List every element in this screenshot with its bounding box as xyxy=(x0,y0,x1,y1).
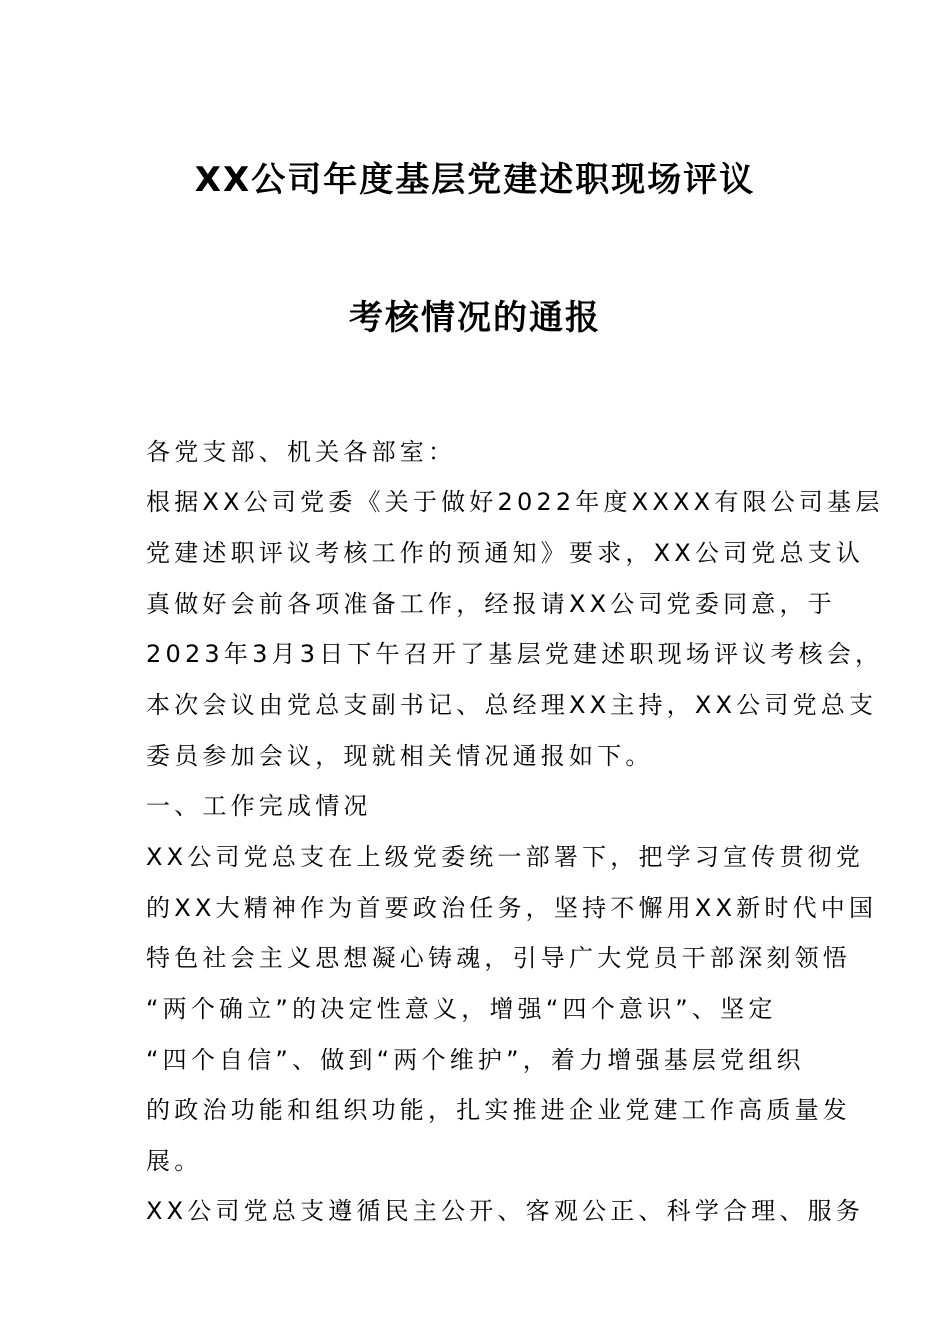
body-line: “四个自信”、做到“两个维护”，着力增强基层党组织 xyxy=(146,1046,805,1074)
body-line: 的XX大精神作为首要政治任务，坚持不懈用XX新时代中国 xyxy=(146,894,878,922)
body-line: 的政治功能和组织功能，扎实推进企业党建工作高质量发 xyxy=(146,1096,851,1124)
body-line: 根据XX公司党委《关于做好2022年度XXXX有限公司基层 xyxy=(146,488,884,516)
document-title-line-2: 考核情况的通报 xyxy=(349,298,601,338)
body-line: 党建述职评议考核工作的预通知》要求，XX公司党总支认 xyxy=(146,539,865,567)
salutation: 各党支部、机关各部室： xyxy=(146,438,457,466)
body-line: 特色社会主义思想凝心铸魂，引导广大党员干部深刻领悟 xyxy=(146,944,851,972)
document-title-line-1: XX公司年度基层党建述职现场评议 xyxy=(194,160,756,200)
body-line: 2023年3月3日下午召开了基层党建述职现场评议考核会， xyxy=(146,640,884,668)
body-line: 展。 xyxy=(146,1147,203,1175)
body-line: 委员参加会议，现就相关情况通报如下。 xyxy=(146,742,654,770)
body-line: 真做好会前各项准备工作，经报请XX公司党委同意，于 xyxy=(146,590,836,618)
body-line: XX公司党总支遵循民主公开、客观公正、科学合理、服务 xyxy=(146,1197,865,1225)
section-heading: 一、工作完成情况 xyxy=(146,792,372,820)
body-line: 本次会议由党总支副书记、总经理XX主持，XX公司党总支 xyxy=(146,691,878,719)
body-line: XX公司党总支在上级党委统一部署下，把学习宣传贯彻党 xyxy=(146,843,865,871)
body-line: “两个确立”的决定性意义，增强“四个意识”、坚定 xyxy=(146,995,777,1023)
